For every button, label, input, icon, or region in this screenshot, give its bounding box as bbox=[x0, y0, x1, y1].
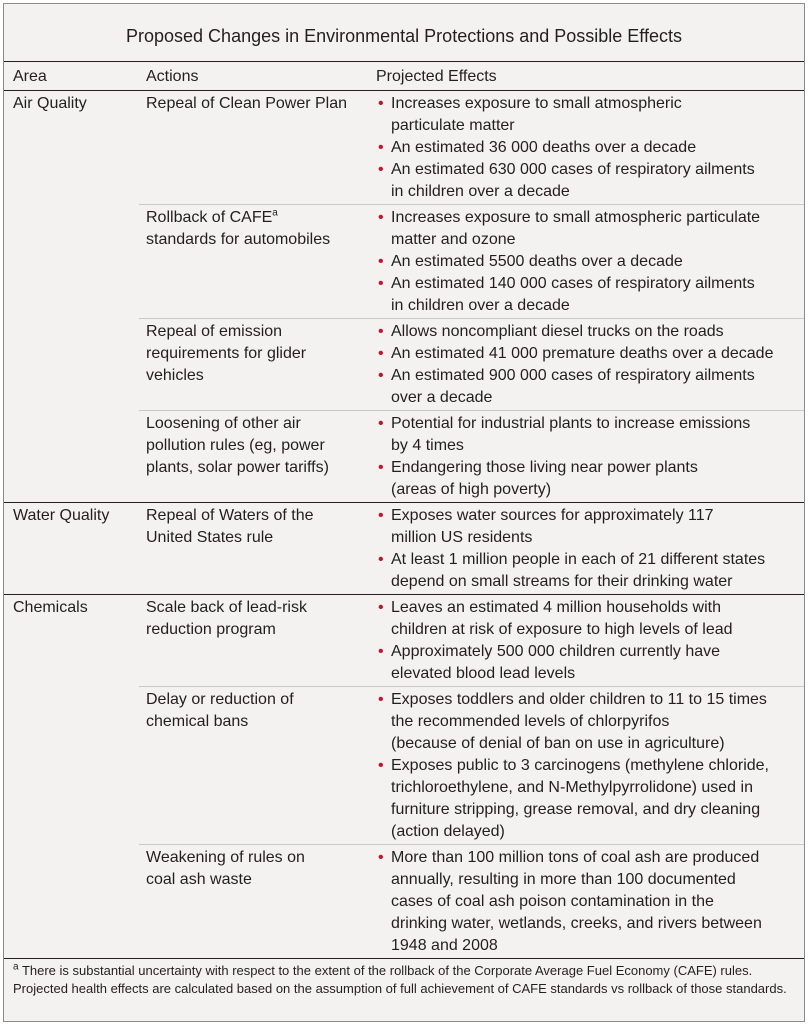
bullet-icon: • bbox=[378, 507, 384, 524]
footnote-text: There is substantial uncertainty with respect to the extent of the rollback of the Corporate Average Fuel Economy (CAFE) rules. Projected health effects are calculated based on the assumption of full achievement of CAFE standards vs rollback of those standards. bbox=[13, 963, 787, 996]
effect-text: Increases exposure to small atmospheric particulate matter and ozone bbox=[391, 209, 761, 248]
effects-list bbox=[376, 413, 804, 501]
effect-text: More than 100 million tons of coal ash are produced annually, resulting in more than 100 documented cases of coal ash poison contamination in the drinking water, wetlands, creeks, and rivers between 1948 and 2008 bbox=[391, 849, 762, 954]
effect-text: An estimated 5500 deaths over a decade bbox=[391, 253, 683, 270]
action-text: Rollback of CAFE bbox=[146, 209, 273, 226]
effect-item bbox=[376, 251, 804, 273]
effect-item bbox=[376, 641, 804, 685]
action-text: Repeal of Clean Power Plan bbox=[146, 95, 348, 112]
effect-text: Potential for industrial plants to increase emissions by 4 times bbox=[391, 415, 751, 454]
effect-item bbox=[376, 413, 804, 457]
bullet-icon: • bbox=[378, 209, 384, 226]
effect-text: An estimated 140 000 cases of respiratory ailments in children over a decade bbox=[391, 275, 755, 314]
action-cell bbox=[146, 93, 361, 115]
effect-item bbox=[376, 847, 804, 957]
table-group bbox=[4, 503, 804, 595]
effect-text: Increases exposure to small atmospheric particulate matter bbox=[391, 95, 682, 134]
table-row bbox=[139, 686, 804, 844]
table-row bbox=[139, 91, 804, 204]
effect-item bbox=[376, 597, 804, 641]
area-cell: Chemicals bbox=[13, 599, 88, 616]
header-area: Area bbox=[13, 68, 47, 85]
bullet-icon: • bbox=[378, 323, 384, 340]
action-cell bbox=[146, 207, 361, 251]
area-cell: Air Quality bbox=[13, 95, 87, 112]
table-row bbox=[139, 318, 804, 410]
action-text: Repeal of emission requirements for glider vehicles bbox=[146, 323, 307, 384]
header-actions: Actions bbox=[146, 68, 199, 85]
action-cell bbox=[146, 321, 361, 387]
bullet-icon: • bbox=[378, 415, 384, 432]
table-row bbox=[139, 595, 804, 686]
table-row bbox=[139, 503, 804, 594]
effect-item bbox=[376, 321, 804, 343]
effect-item bbox=[376, 343, 804, 365]
effects-list bbox=[376, 321, 804, 409]
action-text: Weakening of rules on coal ash waste bbox=[146, 849, 305, 888]
effect-item bbox=[376, 137, 804, 159]
effects-list bbox=[376, 597, 804, 685]
bullet-icon: • bbox=[378, 275, 384, 292]
action-text: Scale back of lead-risk reduction program bbox=[146, 599, 307, 638]
action-cell bbox=[146, 505, 361, 549]
table-body bbox=[4, 91, 804, 959]
effects-list bbox=[376, 505, 804, 593]
effect-text: An estimated 41 000 premature deaths over a decade bbox=[391, 345, 774, 362]
action-cell bbox=[146, 597, 361, 641]
action-cell bbox=[146, 413, 361, 479]
bullet-icon: • bbox=[378, 849, 384, 866]
effect-item bbox=[376, 755, 804, 843]
action-cell bbox=[146, 689, 361, 733]
table-row bbox=[139, 410, 804, 502]
effects-list bbox=[376, 689, 804, 843]
effect-text: Endangering those living near power plants (areas of high poverty) bbox=[391, 459, 698, 498]
effect-text: An estimated 900 000 cases of respiratory ailments over a decade bbox=[391, 367, 755, 406]
bullet-icon: • bbox=[378, 345, 384, 362]
effect-item bbox=[376, 273, 804, 317]
effect-text: An estimated 630 000 cases of respiratory ailments in children over a decade bbox=[391, 161, 755, 200]
effect-text: At least 1 million people in each of 21 different states depend on small streams for their drinking water bbox=[391, 551, 766, 590]
effects-list bbox=[376, 93, 804, 203]
effect-text: Approximately 500 000 children currently have elevated blood lead levels bbox=[391, 643, 721, 682]
header-effects: Projected Effects bbox=[376, 68, 497, 85]
effect-item bbox=[376, 457, 804, 501]
action-text: Repeal of Waters of the United States rule bbox=[146, 507, 314, 546]
effect-text: Allows noncompliant diesel trucks on the roads bbox=[391, 323, 724, 340]
table-group bbox=[4, 91, 804, 503]
bullet-icon: • bbox=[378, 161, 384, 178]
table-row bbox=[139, 204, 804, 318]
footnote bbox=[13, 962, 796, 998]
effect-text: Leaves an estimated 4 million households with children at risk of exposure to high levels of lead bbox=[391, 599, 733, 638]
bullet-icon: • bbox=[378, 253, 384, 270]
action-cell bbox=[146, 847, 361, 891]
effect-item bbox=[376, 689, 804, 755]
bullet-icon: • bbox=[378, 691, 384, 708]
effect-text: Exposes water sources for approximately 117 million US residents bbox=[391, 507, 714, 546]
table-row bbox=[139, 844, 804, 958]
table-header-row bbox=[4, 61, 804, 91]
footnote-marker: a bbox=[272, 207, 278, 219]
effect-item bbox=[376, 207, 804, 251]
table-title: Proposed Changes in Environmental Protections and Possible Effects bbox=[126, 26, 682, 46]
effect-text: An estimated 36 000 deaths over a decade bbox=[391, 139, 697, 156]
effect-text: Exposes public to 3 carcinogens (methylene chloride, trichloroethylene, and N-Methylpyrrolidone) used in furniture stripping, grease removal, and dry cleaning (action delayed) bbox=[391, 757, 769, 840]
effect-item bbox=[376, 93, 804, 137]
action-text: Loosening of other air pollution rules (eg, power plants, solar power tariffs) bbox=[146, 415, 329, 476]
effect-item bbox=[376, 505, 804, 549]
effects-list bbox=[376, 847, 804, 957]
area-cell: Water Quality bbox=[13, 507, 110, 524]
footnote-marker: a bbox=[13, 961, 19, 973]
effects-list bbox=[376, 207, 804, 317]
table-group bbox=[4, 595, 804, 959]
action-text: Delay or reduction of chemical bans bbox=[146, 691, 294, 730]
effect-item bbox=[376, 365, 804, 409]
effect-item bbox=[376, 549, 804, 593]
bullet-icon: • bbox=[378, 95, 384, 112]
bullet-icon: • bbox=[378, 643, 384, 660]
bullet-icon: • bbox=[378, 367, 384, 384]
bullet-icon: • bbox=[378, 139, 384, 156]
effect-item bbox=[376, 159, 804, 203]
bullet-icon: • bbox=[378, 459, 384, 476]
bullet-icon: • bbox=[378, 551, 384, 568]
effect-text: Exposes toddlers and older children to 11 to 15 times the recommended levels of chlorpyrifos (because of denial of ban on use in agriculture) bbox=[391, 691, 767, 752]
action-text: standards for automobiles bbox=[146, 231, 331, 248]
bullet-icon: • bbox=[378, 599, 384, 616]
table-frame bbox=[3, 3, 805, 1022]
bullet-icon: • bbox=[378, 757, 384, 774]
